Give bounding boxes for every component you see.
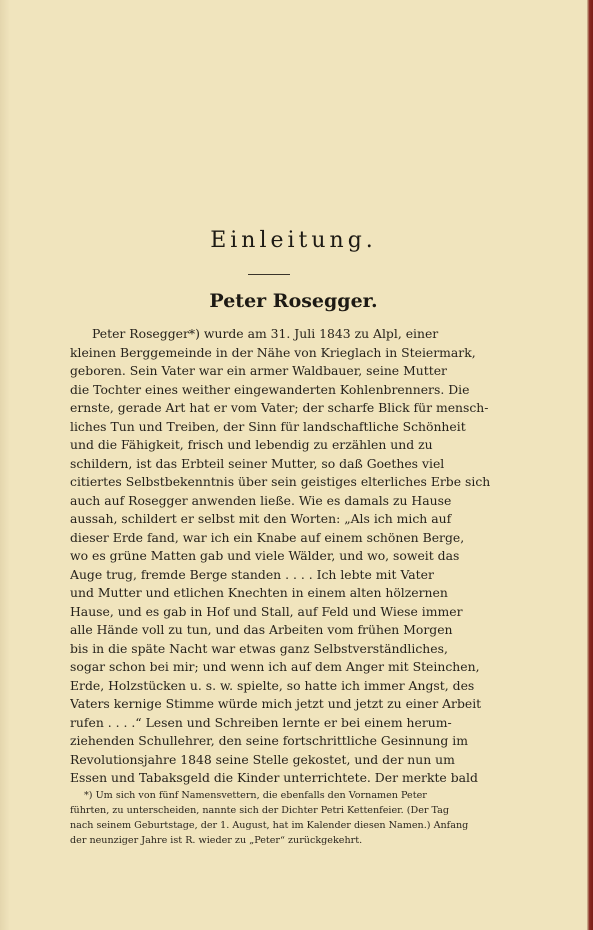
text-line: bis in die späte Nacht war etwas ganz Selbstverständliches,	[70, 640, 448, 656]
footnote-line: nach seinem Geburtstage, der 1. August, hat im Kalender diesen Namen.) Anfang	[70, 820, 469, 831]
text-line: rufen . . . .“ Lesen und Schreiben lernte er bei einem herum-	[70, 714, 452, 730]
text-line: alle Hände voll zu tun, und das Arbeiten vom frühen Morgen	[70, 622, 453, 637]
text-line: aussah, schildert er selbst mit den Worten: „Als ich mich auf	[70, 511, 452, 526]
text-line: kleinen Berggemeinde in der Nähe von Krieglach in Steiermark,	[70, 344, 476, 360]
text-line: Peter Rosegger*) wurde am 31. Juli 1843 zu Alpl, einer	[92, 326, 439, 341]
footnote-line: der neunziger Jahre ist R. wieder zu „Peter“ zurückgekehrt.	[70, 835, 363, 846]
text-line: Revolutionsjahre 1848 seine Stelle gekostet, und der nun um	[70, 751, 455, 767]
title-divider	[248, 274, 290, 275]
footnote-line: führten, zu unterscheiden, nannte sich der Dichter Petri Kettenfeier. (Der Tag	[70, 805, 450, 816]
text-line: Auge trug, fremde Berge standen . . . . Ich lebte mit Vater	[70, 566, 434, 582]
footnote-line: *) Um sich von fünf Namensvettern, die ebenfalls den Vornamen Peter	[84, 790, 427, 801]
text-line: Hause, und es gab in Hof und Stall, auf Feld und Wiese immer	[70, 603, 463, 619]
text-line: geboren. Sein Vater war ein armer Waldbauer, seine Mutter	[70, 363, 447, 378]
text-line: ernste, gerade Art hat er vom Vater; der scharfe Blick für mensch-	[70, 400, 489, 415]
text-line: liches Tun und Treiben, der Sinn für landschaftliche Schönheit	[70, 418, 466, 434]
text-line: Erde, Holzstücken u. s. w. spielte, so hatte ich immer Angst, des	[70, 677, 475, 693]
text-line: ziehenden Schullehrer, den seine fortschrittliche Gesinnung im	[70, 733, 468, 748]
text-line: und die Fähigkeit, frisch und lebendig zu erzählen und zu	[70, 437, 433, 452]
text-line: schildern, ist das Erbteil seiner Mutter, so daß Goethes viel	[70, 455, 445, 471]
footnote	[70, 788, 522, 848]
text-line: Essen und Tabaksgeld die Kinder unterrichtete. Der merkte bald	[70, 770, 478, 785]
text-line: wo es grüne Matten gab und viele Wälder, und wo, soweit das	[70, 548, 460, 563]
body-paragraph	[70, 325, 520, 788]
text-line: Vaters kernige Stimme würde mich jetzt und jetzt zu einer Arbeit	[70, 696, 482, 711]
text-line: die Tochter eines weither eingewanderten Kohlenbrenners. Die	[70, 381, 470, 397]
text-line: auch auf Rosegger anwenden ließe. Wie es damals zu Hause	[70, 492, 452, 508]
section-title: Peter Rosegger.	[209, 290, 378, 312]
book-edge	[587, 0, 593, 930]
chapter-title: Einleitung.	[210, 228, 377, 253]
text-line: und Mutter und etlichen Knechten in einem alten hölzernen	[70, 585, 448, 600]
text-line: sogar schon bei mir; und wenn ich auf dem Anger mit Steinchen,	[70, 659, 480, 674]
page-gutter-shade	[0, 0, 10, 930]
text-line: dieser Erde fand, war ich ein Knabe auf einem schönen Berge,	[70, 529, 465, 545]
text-line: citiertes Selbstbekenntnis über sein geistiges elterliches Erbe sich	[70, 474, 491, 489]
